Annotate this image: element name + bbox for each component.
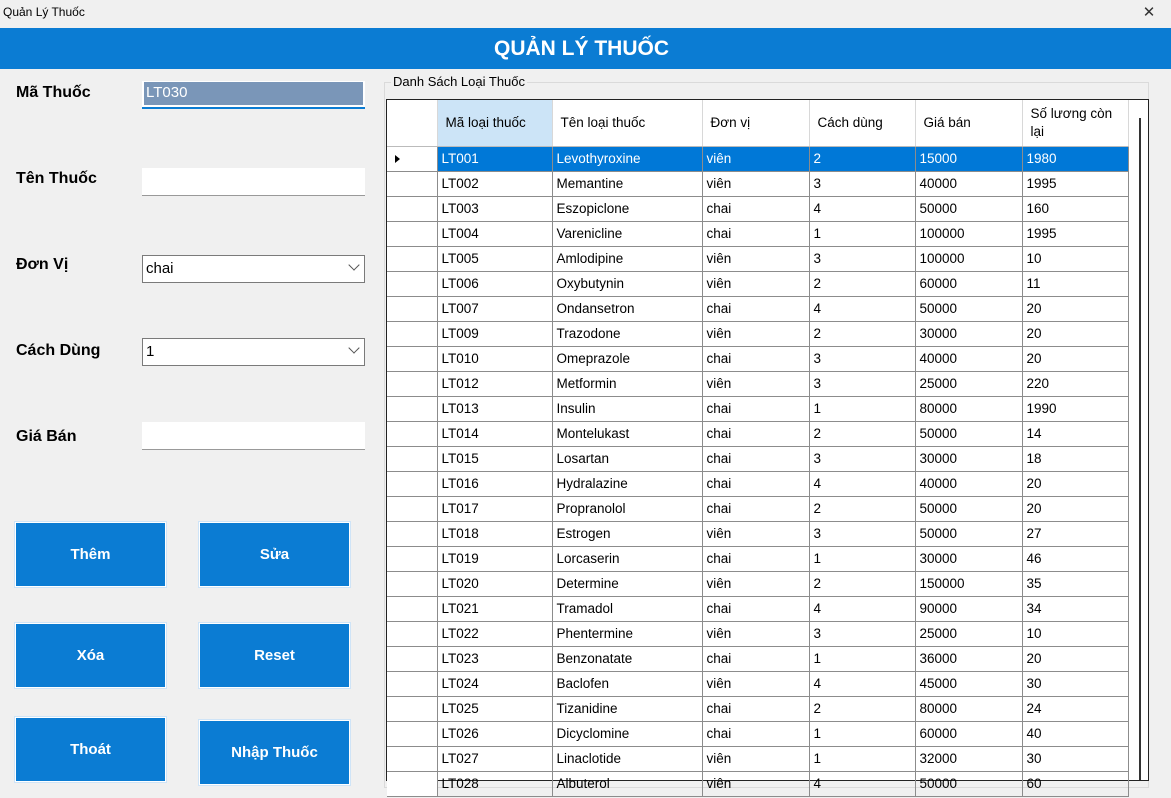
cell-cach-dung[interactable]: 2 <box>809 571 915 596</box>
table-row[interactable] <box>387 721 1128 746</box>
cell-so-luong[interactable]: 14 <box>1022 421 1128 446</box>
chevron-down-icon[interactable] <box>348 342 359 353</box>
cell-cach-dung[interactable]: 3 <box>809 246 915 271</box>
cach-dung-select[interactable] <box>142 338 365 366</box>
cell-ma-loai[interactable]: LT028 <box>437 771 552 796</box>
ma-thuoc-input[interactable] <box>142 81 365 109</box>
row-header[interactable] <box>387 221 437 246</box>
cell-cach-dung[interactable]: 2 <box>809 496 915 521</box>
col-gia-ban[interactable]: Giá bán <box>915 100 1022 146</box>
table-row[interactable] <box>387 321 1128 346</box>
cell-gia-ban[interactable]: 60000 <box>915 721 1022 746</box>
table-row[interactable] <box>387 271 1128 296</box>
cell-so-luong[interactable]: 20 <box>1022 496 1128 521</box>
cell-don-vi[interactable]: chai <box>702 221 809 246</box>
cell-don-vi[interactable]: chai <box>702 196 809 221</box>
xoa-button[interactable]: Xóa <box>14 622 167 689</box>
cach-dung-label: Cách Dùng <box>16 342 101 359</box>
cell-don-vi[interactable]: chai <box>702 421 809 446</box>
cell-ma-loai[interactable]: LT005 <box>437 246 552 271</box>
table-row[interactable] <box>387 671 1128 696</box>
row-header[interactable] <box>387 721 437 746</box>
header-row <box>387 100 1128 146</box>
cell-ma-loai[interactable]: LT015 <box>437 446 552 471</box>
cell-gia-ban[interactable]: 50000 <box>915 196 1022 221</box>
cell-don-vi[interactable]: viên <box>702 521 809 546</box>
cell-so-luong[interactable]: 10 <box>1022 621 1128 646</box>
row-header[interactable] <box>387 171 437 196</box>
cell-cach-dung[interactable]: 1 <box>809 646 915 671</box>
table-row[interactable] <box>387 646 1128 671</box>
cell-ten-loai[interactable]: Montelukast <box>552 421 702 446</box>
cell-cach-dung[interactable]: 3 <box>809 521 915 546</box>
title-bar <box>0 0 1171 28</box>
cell-ten-loai[interactable]: Tramadol <box>552 596 702 621</box>
cell-don-vi[interactable]: viên <box>702 571 809 596</box>
cell-ten-loai[interactable]: Benzonatate <box>552 646 702 671</box>
row-header[interactable] <box>387 346 437 371</box>
ma-thuoc-label: Mã Thuốc <box>16 84 91 101</box>
cell-ma-loai[interactable]: LT009 <box>437 321 552 346</box>
cell-ma-loai[interactable]: LT007 <box>437 296 552 321</box>
table-row[interactable] <box>387 496 1128 521</box>
table-body <box>387 146 1128 796</box>
cell-so-luong[interactable]: 40 <box>1022 721 1128 746</box>
cell-so-luong[interactable]: 220 <box>1022 371 1128 396</box>
row-header[interactable] <box>387 496 437 521</box>
page-title: QUẢN LÝ THUỐC <box>494 37 669 60</box>
cell-ma-loai[interactable]: LT012 <box>437 371 552 396</box>
cell-ten-loai[interactable]: Amlodipine <box>552 246 702 271</box>
cell-gia-ban[interactable]: 50000 <box>915 421 1022 446</box>
don-vi-select[interactable] <box>142 255 365 283</box>
cell-so-luong[interactable]: 27 <box>1022 521 1128 546</box>
cell-cach-dung[interactable]: 4 <box>809 771 915 796</box>
cell-so-luong[interactable]: 20 <box>1022 346 1128 371</box>
cell-cach-dung[interactable]: 4 <box>809 296 915 321</box>
cell-ma-loai[interactable]: LT014 <box>437 421 552 446</box>
cell-so-luong[interactable]: 34 <box>1022 596 1128 621</box>
cell-don-vi[interactable]: viên <box>702 746 809 771</box>
cell-so-luong[interactable]: 35 <box>1022 571 1128 596</box>
cell-so-luong[interactable]: 20 <box>1022 471 1128 496</box>
row-header[interactable] <box>387 446 437 471</box>
cell-so-luong[interactable]: 20 <box>1022 296 1128 321</box>
cell-ten-loai[interactable]: Lorcaserin <box>552 546 702 571</box>
row-header[interactable] <box>387 271 437 296</box>
cell-ten-loai[interactable]: Linaclotide <box>552 746 702 771</box>
cell-gia-ban[interactable]: 100000 <box>915 221 1022 246</box>
table-row[interactable] <box>387 771 1128 796</box>
chevron-down-icon[interactable] <box>348 259 359 270</box>
cell-gia-ban[interactable]: 50000 <box>915 296 1022 321</box>
cell-don-vi[interactable]: viên <box>702 621 809 646</box>
cell-ten-loai[interactable]: Baclofen <box>552 671 702 696</box>
cell-don-vi[interactable]: viên <box>702 146 809 171</box>
table-row[interactable] <box>387 146 1128 171</box>
cell-ten-loai[interactable]: Propranolol <box>552 496 702 521</box>
cell-so-luong[interactable]: 24 <box>1022 696 1128 721</box>
row-header[interactable] <box>387 671 437 696</box>
cell-ten-loai[interactable]: Varenicline <box>552 221 702 246</box>
cell-don-vi[interactable]: chai <box>702 696 809 721</box>
ten-thuoc-input[interactable] <box>142 168 365 196</box>
cell-ten-loai[interactable]: Omeprazole <box>552 346 702 371</box>
cell-gia-ban[interactable]: 15000 <box>915 146 1022 171</box>
cell-ma-loai[interactable]: LT013 <box>437 396 552 421</box>
cell-ma-loai[interactable]: LT026 <box>437 721 552 746</box>
cell-cach-dung[interactable]: 2 <box>809 146 915 171</box>
cell-ten-loai[interactable]: Estrogen <box>552 521 702 546</box>
cell-so-luong[interactable]: 160 <box>1022 196 1128 221</box>
gia-ban-label: Giá Bán <box>16 428 77 445</box>
cell-don-vi[interactable]: chai <box>702 471 809 496</box>
row-header[interactable] <box>387 771 437 796</box>
cell-ten-loai[interactable]: Trazodone <box>552 321 702 346</box>
row-header[interactable] <box>387 546 437 571</box>
cell-gia-ban[interactable]: 30000 <box>915 546 1022 571</box>
reset-button[interactable]: Reset <box>198 622 351 689</box>
table-row[interactable] <box>387 596 1128 621</box>
cell-ten-loai[interactable]: Levothyroxine <box>552 146 702 171</box>
cell-gia-ban[interactable]: 50000 <box>915 496 1022 521</box>
cell-don-vi[interactable]: chai <box>702 646 809 671</box>
vertical-scrollbar[interactable] <box>1130 100 1148 780</box>
cell-so-luong[interactable]: 1990 <box>1022 396 1128 421</box>
cell-gia-ban[interactable]: 150000 <box>915 571 1022 596</box>
table-row[interactable] <box>387 246 1128 271</box>
cell-gia-ban[interactable]: 80000 <box>915 396 1022 421</box>
row-header[interactable] <box>387 646 437 671</box>
cell-gia-ban[interactable]: 40000 <box>915 471 1022 496</box>
cell-don-vi[interactable]: viên <box>702 671 809 696</box>
table-row[interactable] <box>387 296 1128 321</box>
cell-don-vi[interactable]: chai <box>702 721 809 746</box>
cell-gia-ban[interactable]: 40000 <box>915 346 1022 371</box>
medicine-table <box>387 100 1129 797</box>
cell-ma-loai[interactable]: LT002 <box>437 171 552 196</box>
table-row[interactable] <box>387 746 1128 771</box>
cell-don-vi[interactable]: chai <box>702 496 809 521</box>
cell-ma-loai[interactable]: LT019 <box>437 546 552 571</box>
cell-cach-dung[interactable]: 1 <box>809 721 915 746</box>
table-row[interactable] <box>387 521 1128 546</box>
cell-ma-loai[interactable]: LT018 <box>437 521 552 546</box>
cell-ten-loai[interactable]: Hydralazine <box>552 471 702 496</box>
row-header[interactable] <box>387 296 437 321</box>
cell-cach-dung[interactable]: 2 <box>809 271 915 296</box>
window-title: Quản Lý Thuốc <box>3 5 85 19</box>
cell-cach-dung[interactable]: 3 <box>809 171 915 196</box>
col-ma-loai-thuoc[interactable]: Mã loại thuốc <box>437 100 552 146</box>
table-row[interactable] <box>387 621 1128 646</box>
cell-cach-dung[interactable]: 4 <box>809 671 915 696</box>
row-pointer-icon <box>395 155 400 163</box>
table-row[interactable] <box>387 471 1128 496</box>
cell-ma-loai[interactable]: LT020 <box>437 571 552 596</box>
cell-ten-loai[interactable]: Eszopiclone <box>552 196 702 221</box>
cell-ten-loai[interactable]: Ondansetron <box>552 296 702 321</box>
row-header[interactable] <box>387 746 437 771</box>
cell-gia-ban[interactable]: 90000 <box>915 596 1022 621</box>
cell-ma-loai[interactable]: LT016 <box>437 471 552 496</box>
cell-ten-loai[interactable]: Albuterol <box>552 771 702 796</box>
cell-so-luong[interactable]: 11 <box>1022 271 1128 296</box>
cell-so-luong[interactable]: 30 <box>1022 746 1128 771</box>
row-header[interactable] <box>387 321 437 346</box>
cell-ma-loai[interactable]: LT010 <box>437 346 552 371</box>
table-row[interactable] <box>387 171 1128 196</box>
cell-gia-ban[interactable]: 36000 <box>915 646 1022 671</box>
cell-gia-ban[interactable]: 50000 <box>915 521 1022 546</box>
cell-cach-dung[interactable]: 2 <box>809 421 915 446</box>
header-banner <box>0 28 1171 69</box>
cell-ten-loai[interactable]: Determine <box>552 571 702 596</box>
cell-gia-ban[interactable]: 45000 <box>915 671 1022 696</box>
cell-ten-loai[interactable]: Memantine <box>552 171 702 196</box>
nhap-thuoc-button[interactable]: Nhập Thuốc <box>198 719 351 786</box>
row-header[interactable] <box>387 596 437 621</box>
col-ten-loai-thuoc[interactable]: Tên loại thuốc <box>552 100 702 146</box>
cell-ma-loai[interactable]: LT017 <box>437 496 552 521</box>
close-icon[interactable]: ✕ <box>1142 4 1156 21</box>
cell-gia-ban[interactable]: 80000 <box>915 696 1022 721</box>
cell-so-luong[interactable]: 18 <box>1022 446 1128 471</box>
don-vi-value: chai <box>146 260 174 277</box>
cell-so-luong[interactable]: 20 <box>1022 321 1128 346</box>
cell-ma-loai[interactable]: LT025 <box>437 696 552 721</box>
cell-cach-dung[interactable]: 1 <box>809 546 915 571</box>
col-don-vi[interactable]: Đơn vị <box>702 100 809 146</box>
table-row[interactable] <box>387 696 1128 721</box>
cell-ma-loai[interactable]: LT021 <box>437 596 552 621</box>
cell-gia-ban[interactable]: 30000 <box>915 446 1022 471</box>
table-row[interactable] <box>387 446 1128 471</box>
cell-so-luong[interactable]: 46 <box>1022 546 1128 571</box>
cell-cach-dung[interactable]: 1 <box>809 221 915 246</box>
cell-ma-loai[interactable]: LT003 <box>437 196 552 221</box>
cell-don-vi[interactable]: viên <box>702 371 809 396</box>
cell-so-luong[interactable]: 1980 <box>1022 146 1128 171</box>
cell-ten-loai[interactable]: Oxybutynin <box>552 271 702 296</box>
cell-gia-ban[interactable]: 60000 <box>915 271 1022 296</box>
table-row[interactable] <box>387 371 1128 396</box>
table-row[interactable] <box>387 421 1128 446</box>
cach-dung-value: 1 <box>146 343 155 360</box>
cell-cach-dung[interactable]: 1 <box>809 746 915 771</box>
cell-ma-loai[interactable]: LT022 <box>437 621 552 646</box>
cell-ten-loai[interactable]: Losartan <box>552 446 702 471</box>
cell-ma-loai[interactable]: LT027 <box>437 746 552 771</box>
row-header[interactable] <box>387 246 437 271</box>
cell-ten-loai[interactable]: Insulin <box>552 396 702 421</box>
cell-gia-ban[interactable]: 25000 <box>915 371 1022 396</box>
cell-don-vi[interactable]: viên <box>702 271 809 296</box>
cell-cach-dung[interactable]: 2 <box>809 321 915 346</box>
row-header[interactable] <box>387 146 437 171</box>
cell-don-vi[interactable]: chai <box>702 396 809 421</box>
cell-so-luong[interactable]: 10 <box>1022 246 1128 271</box>
ma-thuoc-value: LT030 <box>144 82 363 105</box>
cell-ma-loai[interactable]: LT023 <box>437 646 552 671</box>
cell-cach-dung[interactable]: 3 <box>809 346 915 371</box>
cell-so-luong[interactable]: 60 <box>1022 771 1128 796</box>
cell-ma-loai[interactable]: LT001 <box>437 146 552 171</box>
cell-cach-dung[interactable]: 4 <box>809 196 915 221</box>
col-cach-dung[interactable]: Cách dùng <box>809 100 915 146</box>
cell-ten-loai[interactable]: Metformin <box>552 371 702 396</box>
cell-ma-loai[interactable]: LT004 <box>437 221 552 246</box>
cell-don-vi[interactable]: viên <box>702 246 809 271</box>
group-label: Danh Sách Loại Thuốc <box>393 74 526 89</box>
cell-don-vi[interactable]: chai <box>702 596 809 621</box>
cell-don-vi[interactable]: viên <box>702 321 809 346</box>
row-header-corner <box>387 100 437 146</box>
row-header[interactable] <box>387 371 437 396</box>
cell-ma-loai[interactable]: LT006 <box>437 271 552 296</box>
cell-gia-ban[interactable]: 100000 <box>915 246 1022 271</box>
table-row[interactable] <box>387 221 1128 246</box>
table-row[interactable] <box>387 396 1128 421</box>
cell-gia-ban[interactable]: 30000 <box>915 321 1022 346</box>
table-row[interactable] <box>387 571 1128 596</box>
cell-don-vi[interactable]: chai <box>702 296 809 321</box>
medicine-grid[interactable] <box>386 99 1149 791</box>
ten-thuoc-label: Tên Thuốc <box>16 170 97 187</box>
cell-so-luong[interactable]: 1995 <box>1022 171 1128 196</box>
cell-ten-loai[interactable]: Phentermine <box>552 621 702 646</box>
row-header[interactable] <box>387 421 437 446</box>
them-button[interactable]: Thêm <box>14 521 167 588</box>
cell-gia-ban[interactable]: 40000 <box>915 171 1022 196</box>
gia-ban-input[interactable] <box>142 422 365 450</box>
cell-gia-ban[interactable]: 50000 <box>915 771 1022 796</box>
cell-so-luong[interactable]: 20 <box>1022 646 1128 671</box>
cell-gia-ban[interactable]: 32000 <box>915 746 1022 771</box>
cell-ten-loai[interactable]: Dicyclomine <box>552 721 702 746</box>
table-row[interactable] <box>387 346 1128 371</box>
cell-so-luong[interactable]: 1995 <box>1022 221 1128 246</box>
cell-ma-loai[interactable]: LT024 <box>437 671 552 696</box>
cell-cach-dung[interactable]: 4 <box>809 596 915 621</box>
cell-cach-dung[interactable]: 4 <box>809 471 915 496</box>
cell-cach-dung[interactable]: 3 <box>809 446 915 471</box>
cell-ten-loai[interactable]: Tizanidine <box>552 696 702 721</box>
cell-cach-dung[interactable]: 3 <box>809 371 915 396</box>
cell-cach-dung[interactable]: 2 <box>809 696 915 721</box>
cell-don-vi[interactable]: viên <box>702 171 809 196</box>
cell-so-luong[interactable]: 30 <box>1022 671 1128 696</box>
cell-gia-ban[interactable]: 25000 <box>915 621 1022 646</box>
scrollbar-thumb[interactable] <box>1139 118 1141 780</box>
cell-don-vi[interactable]: chai <box>702 546 809 571</box>
don-vi-label: Đơn Vị <box>16 256 69 273</box>
row-header[interactable] <box>387 571 437 596</box>
cell-don-vi[interactable]: chai <box>702 446 809 471</box>
row-header[interactable] <box>387 696 437 721</box>
row-header[interactable] <box>387 196 437 221</box>
sua-button[interactable]: Sửa <box>198 521 351 588</box>
thoat-button[interactable]: Thoát <box>14 716 167 783</box>
cell-don-vi[interactable]: viên <box>702 771 809 796</box>
cell-don-vi[interactable]: chai <box>702 346 809 371</box>
row-header[interactable] <box>387 396 437 421</box>
cell-cach-dung[interactable]: 1 <box>809 396 915 421</box>
table-row[interactable] <box>387 546 1128 571</box>
row-header[interactable] <box>387 621 437 646</box>
cell-cach-dung[interactable]: 3 <box>809 621 915 646</box>
row-header[interactable] <box>387 521 437 546</box>
row-header[interactable] <box>387 471 437 496</box>
table-row[interactable] <box>387 196 1128 221</box>
col-so-luong[interactable]: Số lương còn lại <box>1022 100 1128 146</box>
